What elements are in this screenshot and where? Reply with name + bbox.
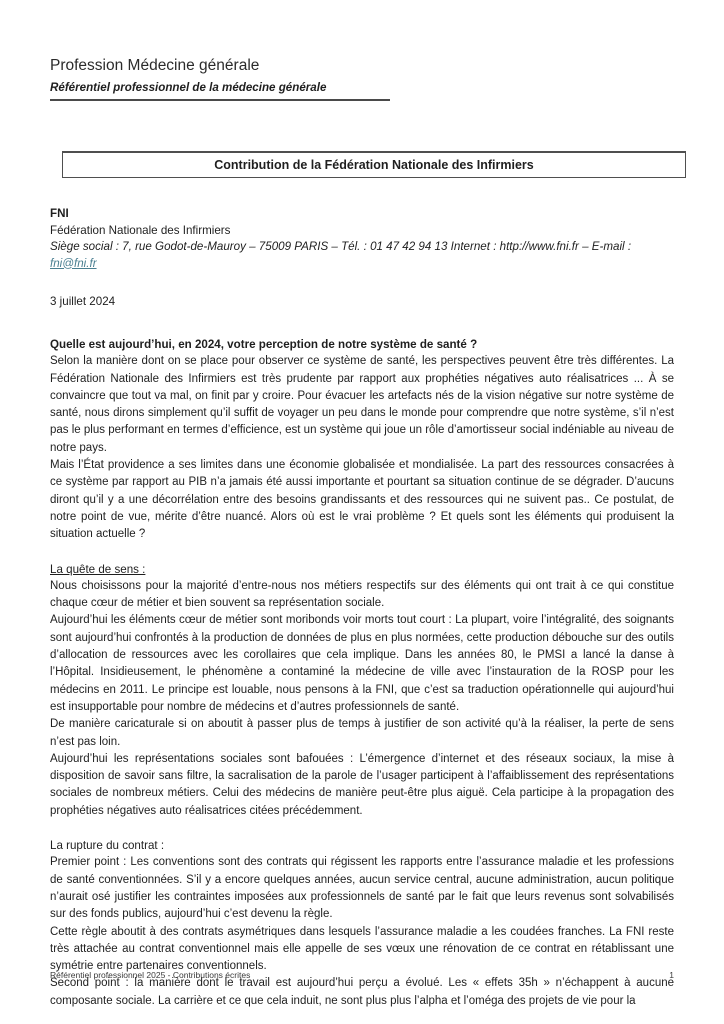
org-name: Fédération Nationale des Infirmiers: [50, 223, 231, 237]
paragraph: Nous choisissons pour la majorité d’entre-nous nos métiers respectifs sur des éléments qui ont trait à ce qui constitue chaque cœur de métier et bien souvent sa représentation sociale.: [50, 579, 674, 610]
document-date: 3 juillet 2024: [50, 295, 116, 308]
contribution-title: Contribution de la Fédération Nationale des Infirmiers: [214, 158, 534, 172]
question-heading: Quelle est aujourd’hui, en 2024, votre perception de notre système de santé ?: [50, 338, 478, 351]
contribution-title-box: [62, 151, 686, 178]
doc-header-subtitle-rule: [50, 78, 390, 101]
paragraph: Selon la manière dont on se place pour observer ce système de santé, les perspectives peuvent être très différentes. La Fédération Nationale des Infirmiers est très prudente par rapport aux prophéties négatives auto réalisatrices ... À se convaincre que tout va mal, on finit par y croire. Pour évacuer les artefacts nés de la vision négative sur notre système de santé, nous dirons simplement qu’il suffit de voyager un peu dans le monde pour comprendre que notre système, s’il n’est pas le plus performant en termes d’efficience, est un système qui joue un rôle d’amortisseur social indéniable au niveau de notre pays.: [50, 355, 674, 454]
org-email-line: [50, 256, 674, 273]
section-heading-rupture-du-contrat: La rupture du contrat :: [50, 839, 165, 853]
page-footer: [50, 970, 674, 980]
doc-header: [50, 56, 674, 101]
doc-header-subtitle: Référentiel professionnel de la médecine générale: [50, 81, 327, 94]
paragraph: De manière caricaturale si on aboutit à passer plus de temps à justifier de son activité qu’à la réaliser, la perte de sens n’est pas loin.: [50, 718, 674, 748]
paragraph: Second point : la manière dont le travail est aujourd’hui perçu a évolué. Les « effets 35h » n’échappent à aucune composante sociale. La carrière et ce que cela induit, ne sont plus plus l’alpha et l’oméga des projets de vie pour la: [50, 977, 674, 1007]
paragraph: Mais l’État providence a ses limites dans une économie globalisée et mondialisée. La part des ressources consacrées à ce système par rapport au PIB n’a jamais été aussi importante et pourtant sa situation continue de se dégrader. D’aucuns diront qu’il y a une décorrélation entre des besoins grandissants et des ressources qui ne suivent pas.. Ce postulat, de notre point de vue, mérite d’être nuancé. Alors où est le vrai problème ? Et quels sont les éléments qui produisent la situation actuelle ?: [50, 459, 674, 541]
doc-header-title: Profession Médecine générale: [50, 57, 260, 74]
page-number: 1: [669, 970, 674, 980]
footer-text: Référentiel professionnel 2025 - Contributions écrites: [50, 970, 251, 980]
paragraph: Aujourd’hui les représentations sociales sont bafouées : L’émergence d’internet et des réseaux sociaux, la mise à disposition de savoir sans filtre, la sacralisation de la parole de l’usager participent à l’affaiblissement des représentations sociales de nombreux métiers. Celui des médecins de manière peut-être plus aiguë. Cela participe à la propagation des prophéties négatives auto réalisatrices citées précédemment.: [50, 752, 674, 817]
paragraph: Premier point : Les conventions sont des contrats qui régissent les rapports entre l’assurance maladie et les professions de santé conventionnées. S’il y a encore quelques années, aucun service central, aucune administration, aucun politique n’aurait osé justifier les contraintes imposées aux professionnels de santé par le fait que leurs revenus sont solvabilisés sur des fonds publics, aujourd’hui c’est devenu la règle.: [50, 856, 674, 921]
org-acronym: FNI: [50, 207, 69, 220]
section-heading-quete-de-sens: La quête de sens :: [50, 562, 146, 576]
org-address-line: Siège social : 7, rue Godot-de-Mauroy – 75009 PARIS – Tél. : 01 47 42 94 13 Internet : http://www.fni.fr – E-mail :: [50, 240, 632, 253]
paragraph: Aujourd’hui les éléments cœur de métier sont moribonds voir morts tout court : La plupart, voire l’intégralité, des soignants sont aujourd’hui confrontés à la production de données de plus en plus normées, cette production débouche sur des outils d’allocation de ressources avec les corollaires que cela implique. Dans les années 80, le PMSI a lancé la danse à l’Hôpital. Insidieusement, le phénomène a contaminé la médecine de ville avec l’instauration de la ROSP pour les médecins en 2011. Le principe est louable, nous pensons à la FNI, que c’est sa traduction opérationnelle qui aujourd’hui est insupportable pour nombre de médecins et d’autres professionnels de santé.: [50, 614, 674, 713]
organisation-block: [50, 206, 674, 272]
email-link[interactable]: fni@fni.fr: [50, 256, 97, 270]
paragraph: Cette règle aboutit à des contrats asymétriques dans lesquels l’assurance maladie a les coudées franches. La FNI reste très attachée au contrat conventionnel mais elle appelle de ses vœux une rénovation de ce contrat en rétablissant une symétrie entre partenaires conventionnels.: [50, 925, 674, 973]
